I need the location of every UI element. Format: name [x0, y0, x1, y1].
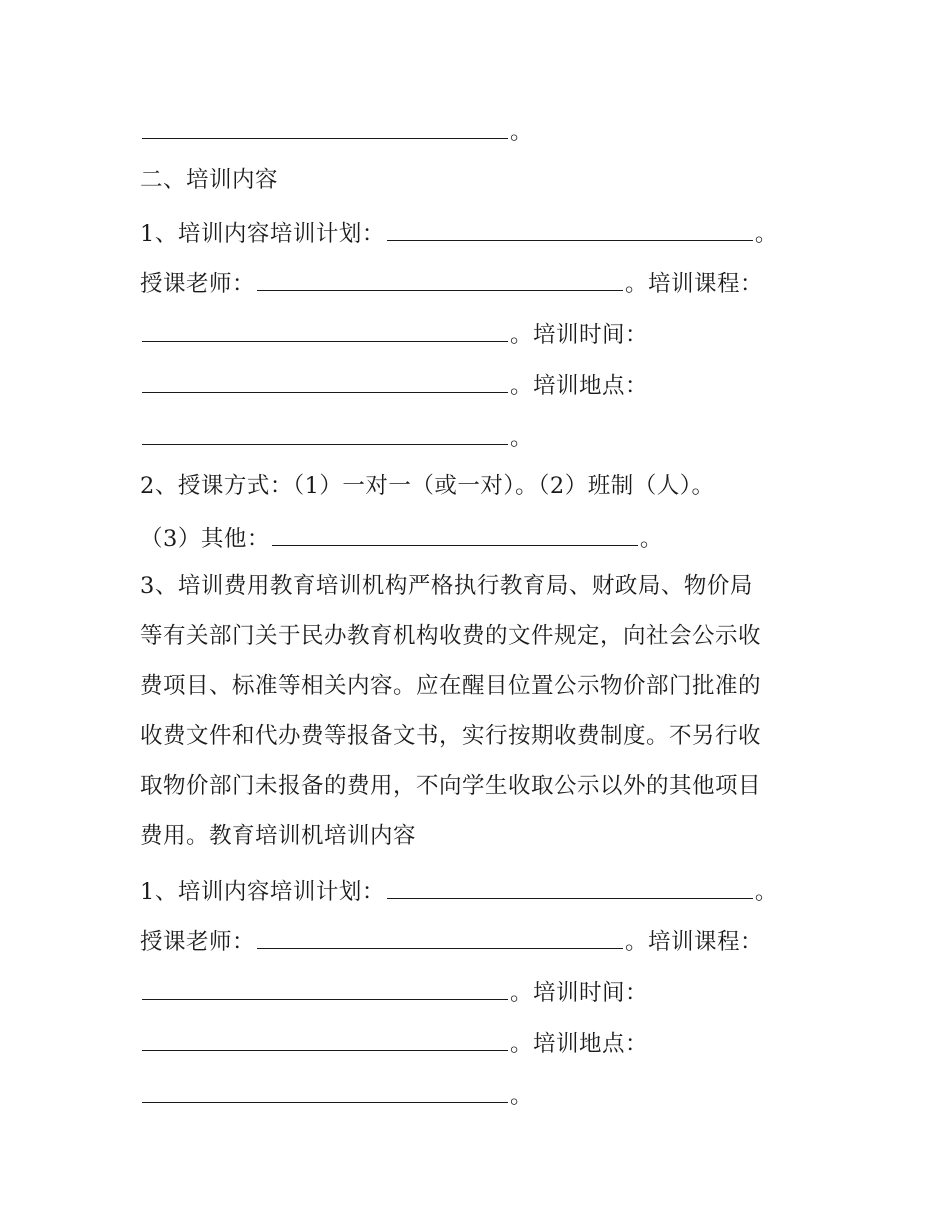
fee-paragraph-line-4: 收费文件和代办费等报备文书，实行按期收费制度。不另行收	[140, 723, 762, 749]
blank-line-continuation: 。	[140, 110, 533, 150]
location-line-2: 。	[140, 1074, 533, 1114]
other-method-line: （3）其他： 。	[140, 517, 663, 557]
section-heading: 二、培训内容	[140, 167, 279, 193]
fill-blank[interactable]	[142, 110, 508, 139]
other-method-blank[interactable]	[272, 517, 638, 546]
course-blank-2[interactable]	[142, 971, 508, 1000]
course-blank[interactable]	[142, 313, 508, 342]
teacher-blank[interactable]	[257, 262, 623, 291]
training-plan-line: 1、培训内容培训计划： 。	[140, 212, 778, 252]
fee-paragraph-line-3: 费项目、标准等相关内容。应在醒目位置公示物价部门批准的	[140, 673, 762, 699]
location-line: 。	[140, 416, 533, 456]
location-blank[interactable]	[142, 416, 508, 445]
fee-paragraph-line-1: 3、培训费用教育培训机构严格执行教育局、财政局、物价局	[140, 573, 753, 599]
time-blank[interactable]	[142, 364, 508, 393]
fee-paragraph-line-2: 等有关部门关于民办教育机构收费的文件规定，向社会公示收	[140, 623, 762, 649]
training-plan-line-2: 1、培训内容培训计划： 。	[140, 870, 778, 910]
training-plan-blank-2[interactable]	[387, 870, 753, 899]
training-plan-blank[interactable]	[387, 212, 753, 241]
course-line-2: 。培训时间：	[140, 971, 648, 1011]
time-line-2: 。培训地点：	[140, 1022, 648, 1062]
location-blank-2[interactable]	[142, 1074, 508, 1103]
time-blank-2[interactable]	[142, 1022, 508, 1051]
teaching-method-line: 2、授课方式：（1）一对一（或一对）。（2）班制（人）。	[140, 473, 715, 499]
fee-paragraph-line-6: 费用。教育培训机培训内容	[140, 823, 417, 849]
teacher-blank-2[interactable]	[257, 920, 623, 949]
fee-paragraph-line-5: 取物价部门未报备的费用，不向学生收取公示以外的其他项目	[140, 773, 762, 799]
teacher-line-2: 授课老师： 。培训课程：	[140, 920, 763, 960]
course-line: 。培训时间：	[140, 313, 648, 353]
teacher-line: 授课老师： 。培训课程：	[140, 262, 763, 302]
time-line: 。培训地点：	[140, 364, 648, 404]
